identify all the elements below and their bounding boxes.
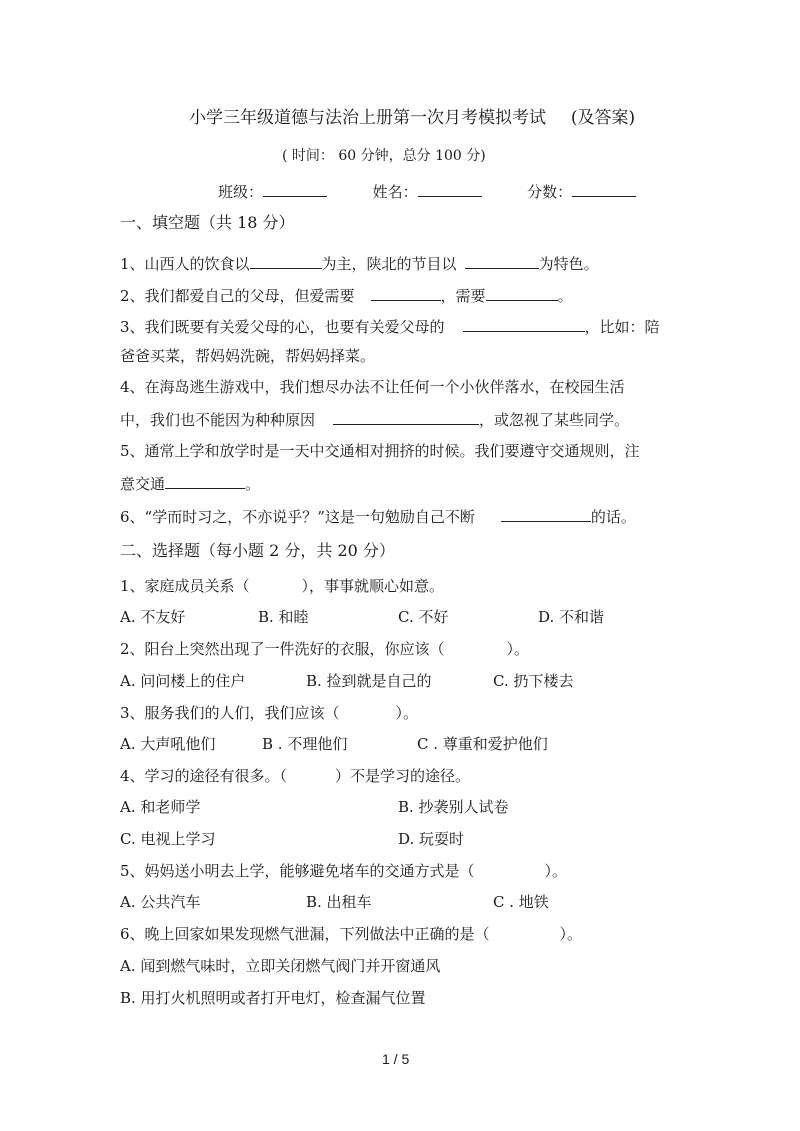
- q4-text-b: 中，我们也不能因为种种原因: [120, 411, 316, 429]
- name-blank[interactable]: [418, 180, 482, 197]
- fill-question-4-cont: [120, 408, 629, 430]
- cq3-stem-b: ）。: [395, 704, 419, 722]
- fill-question-1: [120, 252, 599, 274]
- cq5-option-a[interactable]: A. 公共汽车: [120, 893, 201, 911]
- q4-blank[interactable]: [333, 408, 479, 425]
- q3-text-b: ，比如：陪: [584, 318, 660, 336]
- cq1-stem-a: 1、家庭成员关系（: [120, 577, 250, 595]
- cq1-option-b[interactable]: B. 和睦: [258, 608, 309, 626]
- class-blank[interactable]: [263, 180, 327, 197]
- q5-text-b: 意交通: [120, 475, 166, 493]
- cq6-stem-b: ）。: [559, 925, 583, 943]
- q3-text-a: 3、我们既要有关爱父母的心，也要有关爱父母的: [120, 318, 445, 336]
- cq6-option-b[interactable]: B. 用打火机照明或者打开电灯，检查漏气位置: [120, 989, 426, 1007]
- choice-question-1: [120, 576, 444, 596]
- q5-text-c: 。: [245, 475, 261, 493]
- cq5-stem-b: ）。: [544, 862, 568, 880]
- cq2-option-b[interactable]: B. 捡到就是自己的: [306, 672, 432, 690]
- cq6-stem-a: 6、晚上回家如果发现燃气泄漏，下列做法中正确的是（: [120, 925, 490, 943]
- fill-question-3-cont: 爸爸买菜，帮妈妈洗碗，帮妈妈择菜。: [120, 347, 376, 365]
- q1-blank-1[interactable]: [250, 252, 322, 269]
- title-suffix: (及答案): [570, 108, 636, 128]
- time-info: ( 时间： 60 分钟，总分 100 分): [282, 148, 486, 164]
- fill-question-3: [120, 315, 660, 337]
- choice-question-2: [120, 639, 529, 659]
- class-label: 班级：: [218, 183, 264, 201]
- q6-text-b: 的话。: [590, 508, 636, 526]
- q1-text-b: 为主，陕北的节目以: [321, 255, 457, 273]
- q5-blank[interactable]: [165, 472, 245, 489]
- score-label: 分数：: [527, 183, 573, 201]
- q4-text-c: ，或忽视了某些同学。: [479, 411, 630, 429]
- q2-text-a: 2、我们都爱自己的父母，但爱需要: [120, 287, 355, 305]
- q6-text-a: 6、“学而时习之，不亦说乎？”这是一句勉励自己不断: [120, 508, 475, 526]
- cq4-option-a[interactable]: A. 和老师学: [120, 798, 201, 816]
- cq1-option-c[interactable]: C. 不好: [398, 608, 449, 626]
- section1-heading: 一、填空题（共 18 分）: [120, 213, 295, 232]
- cq2-stem-b: ）。: [506, 640, 530, 658]
- cq5-stem-a: 5、妈妈送小明去上学，能够避免堵车的交通方式是（: [120, 862, 475, 880]
- fill-question-5-cont: [120, 472, 260, 494]
- cq5-option-c[interactable]: C . 地铁: [493, 893, 549, 911]
- page-number: 1 / 5: [382, 1051, 410, 1067]
- fill-question-6: [120, 505, 636, 527]
- fill-question-2: [120, 284, 573, 306]
- score-blank[interactable]: [572, 180, 636, 197]
- student-info-row: [218, 180, 636, 202]
- cq4-option-c[interactable]: C. 电视上学习: [120, 830, 216, 848]
- cq2-option-a[interactable]: A. 问问楼上的住户: [120, 672, 246, 690]
- cq1-option-d[interactable]: D. 不和谐: [538, 608, 605, 626]
- q1-blank-2[interactable]: [465, 252, 539, 269]
- q2-blank-2[interactable]: [486, 284, 558, 301]
- section2-heading: 二、选择题（每小题 2 分，共 20 分）: [120, 541, 395, 560]
- choice-question-4: [120, 766, 470, 786]
- cq3-option-b[interactable]: B . 不理他们: [262, 735, 348, 753]
- cq4-option-b[interactable]: B. 抄袭别人试卷: [398, 798, 509, 816]
- cq6-option-a[interactable]: A. 闻到燃气味时，立即关闭燃气阀门并开窗通风: [120, 957, 441, 975]
- cq3-option-c[interactable]: C . 尊重和爱护他们: [417, 735, 548, 753]
- fill-question-5: 5、通常上学和放学时是一天中交通相对拥挤的时候。我们要遵守交通规则，注: [120, 442, 640, 460]
- q2-blank-1[interactable]: [371, 284, 441, 301]
- title-text: 小学三年级道德与法治上册第一次月考模拟考试: [189, 108, 546, 128]
- cq3-option-a[interactable]: A. 大声吼他们: [120, 735, 216, 753]
- q1-text-a: 1、山西人的饮食以: [120, 255, 250, 273]
- cq3-stem-a: 3、服务我们的人们，我们应该（: [120, 704, 340, 722]
- q1-text-c: 为特色。: [538, 255, 599, 273]
- q2-text-c: 。: [557, 287, 573, 305]
- name-label: 姓名：: [372, 183, 418, 201]
- page-title: [189, 108, 635, 128]
- choice-question-3: [120, 703, 418, 723]
- q6-blank[interactable]: [501, 505, 591, 522]
- cq4-stem-b: ）不是学习的途径。: [335, 767, 471, 785]
- q2-text-b: ，需要: [440, 287, 486, 305]
- choice-question-5: [120, 861, 567, 881]
- cq5-option-b[interactable]: B. 出租车: [306, 893, 372, 911]
- cq4-option-d[interactable]: D. 玩耍时: [398, 830, 465, 848]
- cq1-stem-b: ），事事就顺心如意。: [301, 577, 445, 595]
- cq2-option-c[interactable]: C. 扔下楼去: [493, 672, 574, 690]
- cq2-stem-a: 2、阳台上突然出现了一件洗好的衣服，你应该（: [120, 640, 445, 658]
- q3-blank[interactable]: [463, 315, 585, 332]
- fill-question-4: 4、在海岛逃生游戏中，我们想尽办法不让任何一个小伙伴落水，在校园生活: [120, 378, 625, 396]
- cq4-stem-a: 4、学习的途径有很多。（: [120, 767, 288, 785]
- cq1-option-a[interactable]: A. 不友好: [120, 608, 186, 626]
- choice-question-6: [120, 924, 582, 944]
